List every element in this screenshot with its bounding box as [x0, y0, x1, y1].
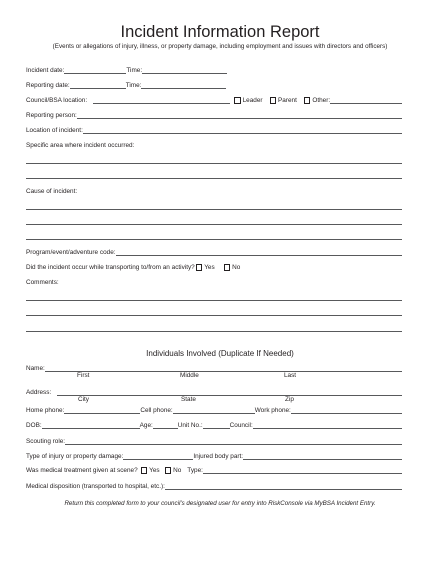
injury-type-field[interactable]	[123, 452, 193, 460]
reporting-person-label: Reporting person:	[26, 112, 77, 119]
cell-phone-field[interactable]	[173, 406, 255, 414]
reporting-date-field[interactable]	[70, 81, 126, 89]
footer-note: Return this completed form to your council’s designated user for entry into RiskConsole via MyBSA Incident Entry.	[64, 500, 376, 507]
reporting-person-row	[26, 111, 402, 120]
treatment-no-checkbox[interactable]	[165, 467, 172, 474]
zip-caption: Zip	[285, 396, 294, 403]
home-phone-field[interactable]	[64, 406, 140, 414]
parent-label: Parent	[278, 97, 297, 104]
first-name-caption: First	[77, 372, 90, 379]
cell-phone-label: Cell phone:	[140, 407, 173, 414]
comments-label: Comments:	[26, 279, 59, 286]
specific-area-label: Specific area where incident occurred:	[26, 142, 135, 149]
cause-line-1[interactable]	[26, 209, 402, 210]
incident-date-row	[26, 66, 402, 75]
age-label: Age:	[139, 422, 153, 429]
dob-label: DOB:	[26, 422, 42, 429]
specific-area-line-1[interactable]	[26, 163, 402, 164]
scouting-role-row	[26, 437, 402, 446]
reporting-date-label: Reporting date:	[26, 82, 70, 89]
transporting-no-label: No	[232, 264, 241, 271]
cause-line-2[interactable]	[26, 224, 402, 225]
parent-checkbox[interactable]	[270, 97, 277, 104]
specific-area-row	[26, 141, 402, 150]
individuals-section-title: Individuals Involved (Duplicate If Needed)	[146, 349, 294, 358]
reporting-person-field[interactable]	[77, 111, 402, 119]
treatment-no-label: No	[173, 467, 182, 474]
council-location-row	[26, 96, 402, 105]
cause-row	[26, 187, 402, 196]
injured-body-part-label: Injured body part:	[193, 453, 244, 460]
treatment-type-field[interactable]	[203, 466, 402, 474]
last-name-caption: Last	[284, 372, 297, 379]
other-label: Other:	[312, 97, 331, 104]
page-subtitle: (Events or allegations of injury, illness, or property damage, including employment and issues with directors and officers)	[52, 43, 388, 50]
transporting-row	[26, 263, 402, 272]
work-phone-field[interactable]	[291, 406, 402, 414]
dob-field[interactable]	[42, 421, 140, 429]
age-field[interactable]	[153, 421, 178, 429]
unit-no-label: Unit No.:	[177, 422, 203, 429]
incident-date-label: Incident date:	[26, 67, 65, 74]
incident-date-field[interactable]	[64, 66, 126, 74]
dob-row	[26, 421, 402, 430]
location-field[interactable]	[83, 126, 402, 134]
location-row	[26, 126, 402, 135]
transporting-yes-checkbox[interactable]	[196, 264, 203, 271]
program-code-row	[26, 248, 402, 257]
phones-row	[26, 406, 402, 415]
comments-line-3[interactable]	[26, 331, 402, 332]
incident-time-field[interactable]	[142, 66, 227, 74]
middle-name-caption: Middle	[180, 372, 199, 379]
unit-no-field[interactable]	[203, 421, 230, 429]
other-checkbox[interactable]	[304, 97, 311, 104]
program-code-field[interactable]	[116, 248, 402, 256]
treatment-yes-checkbox[interactable]	[141, 467, 148, 474]
treatment-yes-label: Yes	[149, 467, 160, 474]
medical-disposition-row	[26, 482, 402, 491]
reporting-time-label: Time:	[125, 82, 142, 89]
comments-line-2[interactable]	[26, 315, 402, 316]
work-phone-label: Work phone:	[254, 407, 291, 414]
medical-treatment-label: Was medical treatment given at scene?	[26, 467, 138, 474]
reporting-date-row	[26, 81, 402, 90]
injury-type-label: Type of injury or property damage:	[26, 453, 124, 460]
home-phone-label: Home phone:	[26, 407, 65, 414]
other-field[interactable]	[330, 96, 402, 104]
injured-body-part-field[interactable]	[243, 452, 402, 460]
page-title: Incident Information Report	[120, 23, 320, 41]
cause-line-3[interactable]	[26, 239, 402, 240]
comments-line-1[interactable]	[26, 300, 402, 301]
address-field[interactable]	[57, 388, 402, 396]
injury-row	[26, 452, 402, 461]
transporting-no-checkbox[interactable]	[224, 264, 231, 271]
council-label: Council:	[229, 422, 253, 429]
treatment-type-label: Type:	[187, 467, 203, 474]
name-field[interactable]	[45, 364, 402, 372]
medical-treatment-row	[26, 466, 402, 475]
transporting-question: Did the incident occur while transporting to/from an activity?	[26, 264, 195, 271]
address-label: Address:	[26, 389, 52, 396]
council-location-label: Council/BSA location:	[26, 97, 88, 104]
specific-area-line-2[interactable]	[26, 178, 402, 179]
name-label: Name:	[26, 365, 45, 372]
reporting-time-field[interactable]	[141, 81, 226, 89]
location-label: Location of incident:	[26, 127, 83, 134]
program-code-label: Program/event/adventure code:	[26, 249, 116, 256]
transporting-yes-label: Yes	[204, 264, 215, 271]
scouting-role-field[interactable]	[65, 437, 402, 445]
council-field[interactable]	[253, 421, 402, 429]
scouting-role-label: Scouting role:	[26, 438, 66, 445]
leader-label: Leader	[242, 97, 263, 104]
incident-time-label: Time:	[126, 67, 143, 74]
city-caption: City	[78, 396, 90, 403]
cause-label: Cause of incident:	[26, 188, 78, 195]
medical-disposition-label: Medical disposition (transported to hospital, etc.):	[26, 483, 165, 490]
council-location-field[interactable]	[93, 96, 230, 104]
leader-checkbox[interactable]	[234, 97, 241, 104]
comments-row	[26, 278, 402, 287]
medical-disposition-field[interactable]	[165, 482, 402, 490]
state-caption: State	[181, 396, 196, 403]
